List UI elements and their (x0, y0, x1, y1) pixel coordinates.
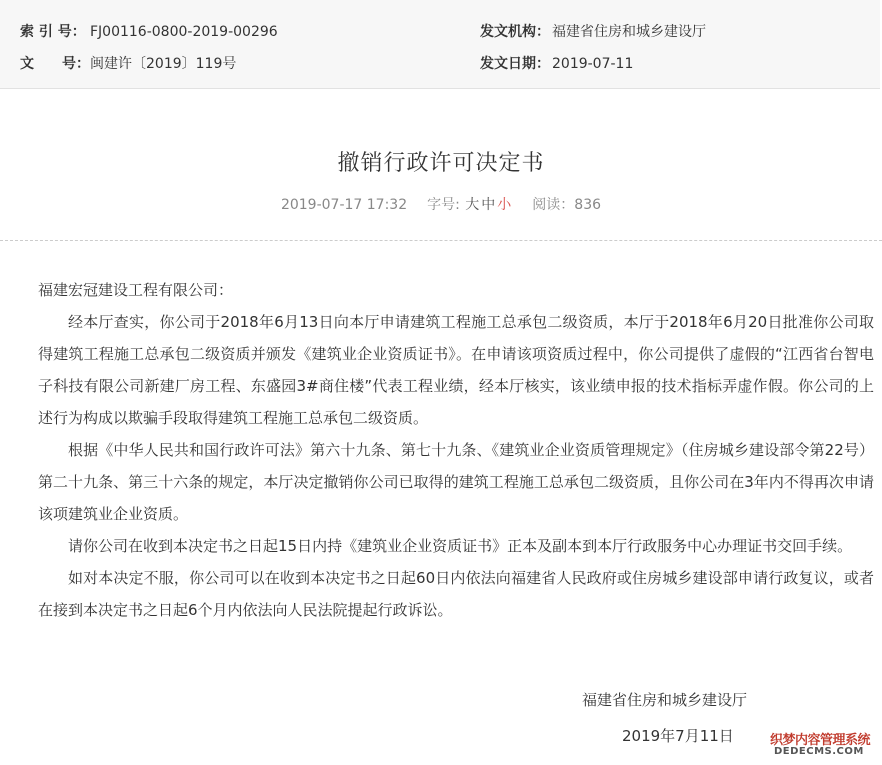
dashed-divider (0, 240, 882, 241)
index-number-label: 索 引 号： (20, 24, 86, 40)
document-number-value: 闽建许〔2019〕119号 (90, 56, 237, 72)
paragraph-findings: 经本厅查实，你公司于2018年6月13日向本厅申请建筑工程施工总承包二级资质，本厅于2018年6月20日批准你公司取得建筑工程施工总承包二级资质并颁发《建筑业企业资质证书》。在申请该项资质过程中，你公司提供了虚假的“江西省台智电子科技有限公司新建厂房工程、东盛园3#商住楼”代表工程业绩，经本厅核实，该业绩申报的技术指标弄虚作假。你公司的上述行为构成以欺骗手段取得建筑工程施工总承包二级资质。 (38, 313, 874, 427)
font-size-small-button[interactable]: 小 (497, 197, 512, 213)
watermark-text-cn: 织梦内容管理系统 (770, 733, 871, 748)
metadata-row-1 (0, 20, 880, 44)
paragraph-return-certificate: 请你公司在收到本决定书之日起15日内持《建筑业企业资质证书》正本及副本到本厅行政服务中心办理证书交回手续。 (68, 537, 853, 555)
views-label: 阅读： (532, 197, 575, 213)
issuer-signature: 福建省住房和城乡建设厅 (582, 691, 748, 709)
index-number (20, 20, 278, 44)
paragraph-legal-basis: 根据《中华人民共和国行政许可法》第六十九条、第七十九条、《建筑业企业资质管理规定》（住房城乡建设部令第22号）第二十九条、第三十六条的规定，本厅决定撤销你公司已取得的建筑工程施工总承包二级资质，且你公司在3年内不得再次申请该项建筑业企业资质。 (38, 441, 874, 523)
salutation: 福建宏冠建设工程有限公司： (38, 281, 234, 299)
font-size-label: 字号: (427, 197, 460, 213)
paragraph-appeal-rights: 如对本决定不服，你公司可以在收到本决定书之日起60日内依法向福建省人民政府或住房城乡建设部申请行政复议，或者在接到本决定书之日起6个月内依法向人民法院提起行政诉讼。 (38, 569, 874, 619)
document-number (20, 52, 236, 76)
article-info-bar (0, 194, 882, 214)
signature-date: 2019年7月11日 (622, 727, 734, 745)
issuing-agency-value: 福建省住房和城乡建设厅 (552, 24, 706, 40)
font-size-medium-button[interactable]: 中 (481, 197, 496, 213)
document-metadata-panel (0, 0, 880, 89)
views-count: 836 (574, 197, 602, 213)
issue-date (480, 52, 633, 76)
watermark-text-en: DEDECMS.COM (774, 746, 864, 757)
publish-time: 2019-07-17 17:32 (280, 197, 408, 213)
issuing-agency (480, 20, 706, 44)
issue-date-label: 发文日期： (480, 56, 550, 72)
font-size-large-button[interactable]: 大 (465, 197, 480, 213)
issue-date-value: 2019-07-11 (552, 56, 634, 72)
document-number-label: 文 号： (20, 56, 90, 72)
issuing-agency-label: 发文机构： (480, 24, 550, 40)
document-body (38, 274, 874, 626)
page-title: 撤销行政许可决定书 (337, 151, 545, 176)
metadata-row-2 (0, 52, 880, 76)
index-number-value: FJ00116-0800-2019-00296 (90, 24, 278, 40)
site-watermark (766, 727, 876, 761)
